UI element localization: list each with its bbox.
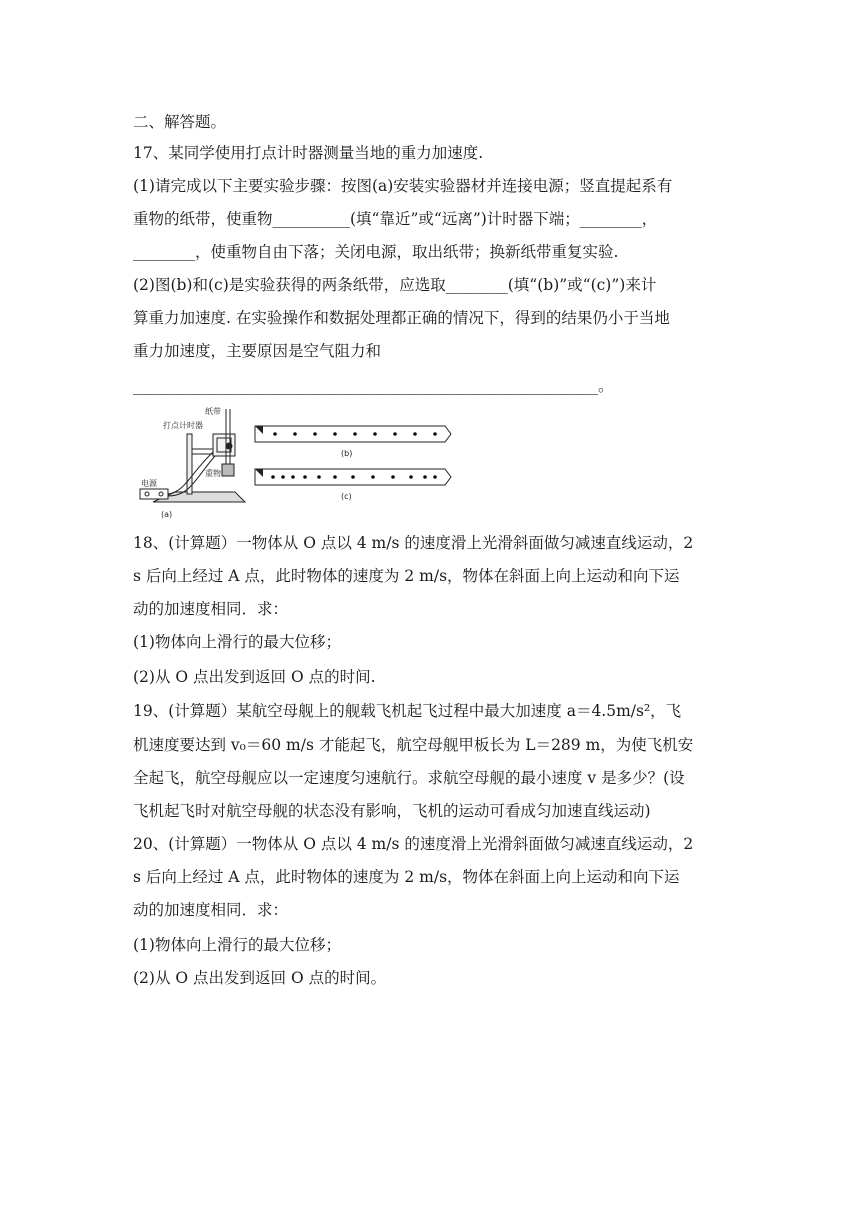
tape-dot — [433, 475, 437, 479]
tape-dot — [391, 475, 395, 479]
q18-line-3: 动的加速度相同．求： — [133, 600, 289, 618]
tape-dot — [371, 475, 375, 479]
label-weight: 重物 — [205, 469, 221, 478]
tape-dot — [393, 432, 397, 436]
tape-dot — [303, 475, 307, 479]
q17-line-7: ____________________________________________________________。 — [133, 377, 614, 395]
tape-dot — [271, 475, 275, 479]
q20-line-3: 动的加速度相同．求： — [133, 901, 289, 919]
label-c: (c) — [341, 492, 352, 501]
tape-dot — [313, 432, 317, 436]
q18-line-1: 18、(计算题）一物体从 O 点以 4 m/s 的速度滑上光滑斜面做匀减速直线运动，2 — [133, 534, 694, 552]
q17-line-4: (2)图(b)和(c)是实验获得的两条纸带，应选取________(填“(b)”或“(c)”)来计 — [133, 276, 657, 294]
q19-line-1: 19、(计算题）某航空母舰上的舰载飞机起飞过程中最大加速度 a＝4.5m/s²，飞 — [133, 702, 682, 720]
q20-line-5: (2)从 O 点出发到返回 O 点的时间。 — [133, 969, 387, 987]
tape-dot — [413, 432, 417, 436]
label-b: (b) — [341, 449, 353, 458]
tape-dot — [291, 475, 295, 479]
label-timer: 打点计时器 — [163, 421, 203, 430]
q18-line-2: s 后向上经过 A 点，此时物体的速度为 2 m/s，物体在斜面上向上运动和向下运 — [133, 567, 680, 585]
q17-line-2: 重物的纸带，使重物__________(填“靠近”或“远离”)计时器下端；________， — [133, 210, 658, 228]
label-paper-tape: 纸带 — [205, 407, 221, 416]
q20-line-1: 20、(计算题）一物体从 O 点以 4 m/s 的速度滑上光滑斜面做匀减速直线运动，2 — [133, 835, 694, 853]
label-a: (a) — [161, 510, 173, 519]
q17-title: 17、某同学使用打点计时器测量当地的重力加速度. — [133, 144, 484, 162]
tape-dot — [409, 475, 413, 479]
experiment-figure — [135, 404, 465, 524]
tape-dot — [353, 432, 357, 436]
q17-line-1: (1)请完成以下主要实验步骤：按图(a)安装实验器材并连接电源；竖直提起系有 — [133, 177, 673, 195]
q18-line-4: (1)物体向上滑行的最大位移； — [133, 633, 341, 651]
q17-line-5: 算重力加速度. 在实验操作和数据处理都正确的情况下，得到的结果仍小于当地 — [133, 309, 670, 327]
tape-dot — [333, 432, 337, 436]
q19-line-4: 飞机起飞时对航空母舰的状态没有影响，飞机的运动可看成匀加速直线运动) — [133, 802, 651, 820]
q19-line-3: 全起飞，航空母舰应以一定速度匀速航行。求航空母舰的最小速度 v 是多少？(设 — [133, 769, 685, 787]
q20-line-4: (1)物体向上滑行的最大位移； — [133, 936, 341, 954]
tape-c — [255, 469, 451, 485]
q18-line-5: (2)从 O 点出发到返回 O 点的时间. — [133, 668, 376, 686]
q17-line-3: ________，使重物自由下落；关闭电源，取出纸带；换新纸带重复实验. — [133, 243, 619, 261]
tape-dot — [373, 432, 377, 436]
section-title: 二、解答题。 — [133, 113, 227, 131]
q17-line-6: 重力加速度，主要原因是空气阻力和 — [133, 342, 382, 360]
tape-dot — [293, 432, 297, 436]
tape-dot — [317, 475, 321, 479]
label-power: 电源 — [141, 479, 157, 488]
tape-b — [255, 426, 451, 442]
q19-line-2: 机速度要达到 v₀＝60 m/s 才能起飞，航空母舰甲板长为 L＝289 m，为使飞机安 — [133, 736, 694, 754]
tape-dot — [273, 432, 277, 436]
q20-line-2: s 后向上经过 A 点，此时物体的速度为 2 m/s，物体在斜面上向上运动和向下运 — [133, 868, 680, 886]
tape-dot — [281, 475, 285, 479]
tape-dot — [351, 475, 355, 479]
tape-dot — [333, 475, 337, 479]
tape-dot — [433, 432, 437, 436]
tape-dot — [423, 475, 427, 479]
